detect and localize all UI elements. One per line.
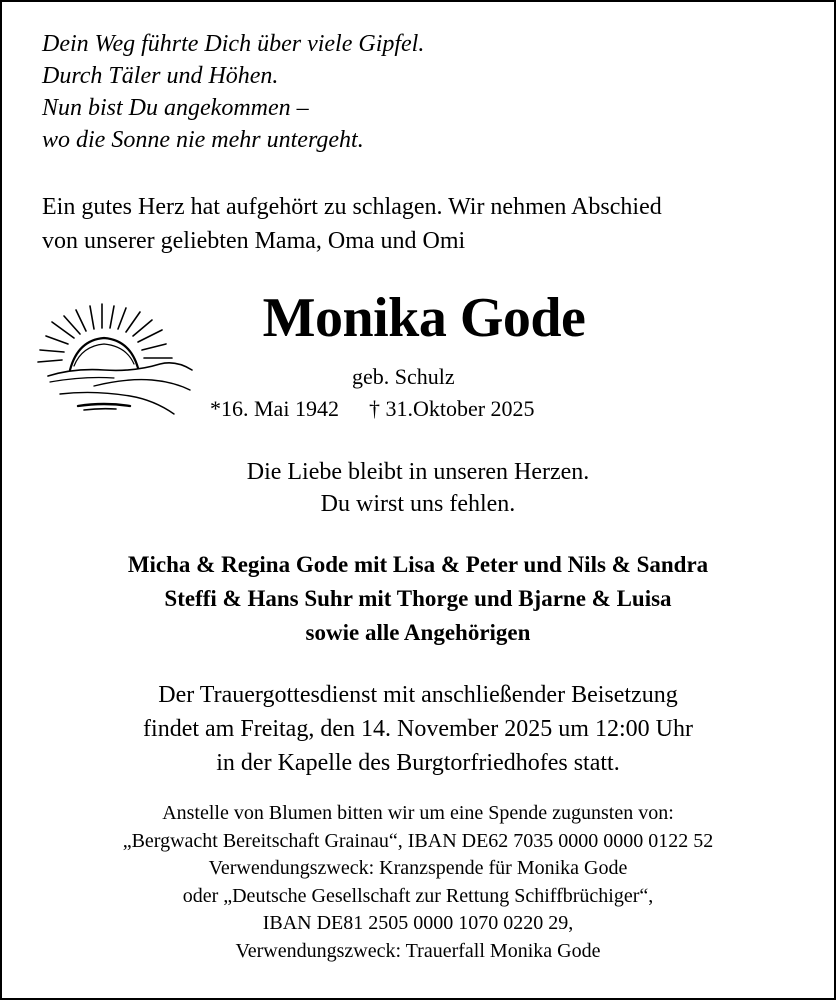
deceased-name: Monika Gode — [262, 287, 586, 349]
intro-text — [42, 190, 662, 258]
poem-line: Dein Weg führte Dich über viele Gipfel. — [42, 31, 425, 57]
poem-line: wo die Sonne nie mehr untergeht. — [42, 127, 364, 153]
mourners-line: Steffi & Hans Suhr mit Thorge und Bjarne & Luisa — [164, 586, 672, 611]
quote-line: Du wirst uns fehlen. — [320, 491, 516, 517]
birth-name: geb. Schulz — [352, 364, 455, 389]
donation-line: „Bergwacht Bereitschaft Grainau“, IBAN DE62 7035 0000 0000 0122 52 — [122, 829, 714, 852]
donation-line: oder „Deutsche Gesellschaft zur Rettung Schiffbrüchiger“, — [182, 884, 654, 907]
mourners-list — [2, 548, 834, 650]
funeral-service-info — [2, 678, 834, 780]
life-dates — [210, 394, 535, 424]
death-date: † 31.Oktober 2025 — [368, 396, 535, 421]
poem-line: Nun bist Du angekommen – — [42, 95, 309, 121]
birth-date: *16. Mai 1942 — [210, 396, 339, 421]
donation-line: Verwendungszweck: Trauerfall Monika Gode — [235, 939, 601, 962]
donation-line: Anstelle von Blumen bitten wir um eine Spende zugunsten von: — [162, 802, 674, 824]
quote-line: Die Liebe bleibt in unseren Herzen. — [246, 459, 590, 485]
donation-request — [2, 800, 834, 965]
intro-line: Ein gutes Herz hat aufgehört zu schlagen. Wir nehmen Abschied — [42, 194, 662, 220]
service-line: Der Trauergottesdienst mit anschließender Beisetzung — [158, 682, 678, 708]
donation-line: Verwendungszweck: Kranzspende für Monika Gode — [208, 857, 628, 879]
poem — [42, 28, 424, 156]
donation-line: IBAN DE81 2505 0000 1070 0220 29, — [262, 912, 574, 934]
farewell-quote — [2, 456, 834, 520]
mourners-line: Micha & Regina Gode mit Lisa & Peter und Nils & Sandra — [127, 552, 709, 577]
sunset-over-hills-icon — [34, 298, 204, 428]
intro-line: von unserer geliebten Mama, Oma und Omi — [42, 228, 466, 254]
mourners-line: sowie alle Angehörigen — [305, 620, 531, 645]
service-line: findet am Freitag, den 14. November 2025 um 12:00 Uhr — [143, 716, 693, 742]
poem-line: Durch Täler und Höhen. — [42, 63, 279, 89]
service-line: in der Kapelle des Burgtorfriedhofes statt. — [216, 750, 620, 776]
